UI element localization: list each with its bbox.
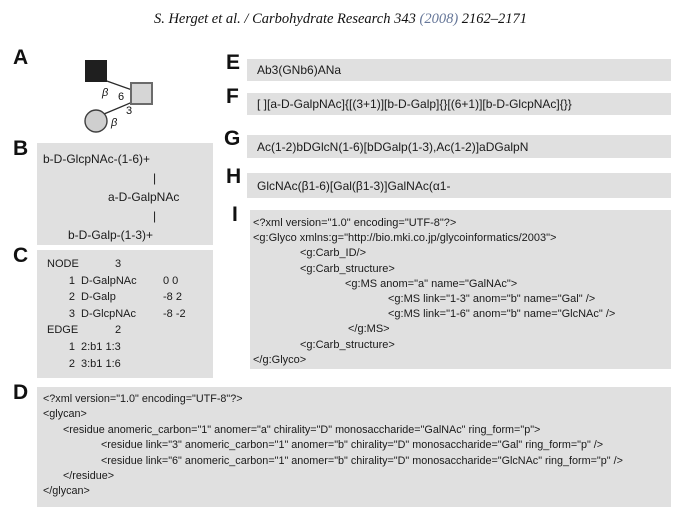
code-line: <g:MS anom="a" name="GalNAc"> [345, 277, 518, 290]
code-line: <g:Carb_structure> [300, 262, 395, 275]
edge-count: 2 [115, 324, 122, 337]
edge-index: 1 [68, 340, 75, 353]
node-count: 3 [115, 258, 122, 270]
panel-label-d: D [13, 381, 29, 404]
linucs-notation: [ ][a-D-GalpNAc]{[(3+1)][b-D-Galp]{}[(6+1)][b-D-GlcpNAc]{}} [257, 97, 572, 111]
panel-d-box [37, 387, 671, 507]
code-line: </g:MS> [348, 323, 390, 336]
edge-row [37, 356, 213, 373]
code-line: <g:Carb_ID/> [300, 247, 367, 260]
panel-e-box [247, 59, 671, 81]
edge-row [37, 339, 213, 356]
glycan-symbol-diagram [60, 52, 190, 140]
black-square-glcnac-icon [85, 60, 107, 82]
edge-value: 2:b1 1:3 [81, 340, 121, 353]
node-coord: -8 -2 [163, 307, 186, 320]
node-name: D-GlcpNAc [81, 307, 137, 320]
panel-h-box [247, 173, 671, 198]
running-head [0, 11, 681, 28]
text-line: | [153, 171, 157, 185]
gray-square-galnac-icon [131, 83, 152, 104]
node-coord: -8 2 [163, 291, 182, 304]
panel-f-box [247, 93, 671, 115]
citation-year: (2008) [419, 11, 459, 27]
node-header-row [37, 256, 213, 273]
edge-value: 3:b1 1:6 [81, 357, 121, 370]
code-line: </g:Glyco> [253, 353, 307, 366]
node-index: 2 [68, 291, 75, 304]
panel-label-e: E [226, 51, 241, 74]
code-line: <residue link="3" anomeric_carbon="1" anomer="b" chirality="D" monosaccharide="Gal" ring_form="p" /> [101, 439, 604, 452]
node-index: 3 [68, 307, 75, 320]
position-3: 3 [126, 105, 133, 117]
panel-b-box [37, 143, 213, 245]
panel-label-g: G [224, 127, 241, 150]
bcsdb-notation: Ac(1-2)bDGlcN(1-6)[bDGalp(1-3),Ac(1-2)]aDGalpN [257, 139, 529, 154]
panel-label-h: H [226, 165, 242, 188]
citation-text: S. Herget et al. / Carbohydrate Research 343 [153, 11, 420, 27]
node-row [37, 306, 213, 323]
code-line: <g:MS link="1-6" anom="b" name="GlcNAc" /> [388, 308, 616, 321]
panel-c-box [37, 250, 213, 378]
gray-circle-gal-icon [85, 110, 107, 132]
panel-label-c: C [13, 244, 29, 267]
panel-label-b: B [13, 137, 29, 160]
node-index: 1 [68, 274, 75, 287]
node-coord: 0 0 [163, 274, 179, 287]
code-line: <?xml version="1.0" encoding="UTF-8"?> [43, 393, 243, 405]
iupac-condensed-notation: GlcNAc(β1-6)[Gal(β1-3)]GalNAc(α1- [257, 178, 451, 193]
node-row [37, 273, 213, 290]
panel-i-box [250, 210, 671, 369]
edge-header-row [37, 322, 213, 339]
node-keyword: NODE [47, 258, 79, 270]
node-name: D-GalpNAc [81, 274, 137, 287]
anomer-beta-lower: β [111, 117, 118, 129]
code-line: <g:Carb_structure> [300, 338, 395, 351]
code-line: <g:MS link="1-3" anom="b" name="Gal" /> [388, 293, 596, 306]
panel-label-i: I [232, 203, 238, 226]
code-line: <?xml version="1.0" encoding="UTF-8"?> [253, 217, 457, 229]
position-6: 6 [118, 91, 125, 103]
linearcode-notation: Ab3(GNb6)ANa [257, 63, 342, 77]
panel-label-a: A [13, 46, 29, 69]
edge-index: 2 [68, 357, 75, 370]
panel-label-f: F [226, 85, 239, 108]
text-line: b-D-GlcpNAc-(1-6)+ [43, 152, 151, 166]
code-line: <residue anomeric_carbon="1" anomer="a" chirality="D" monosaccharide="GalNAc" ring_form="p"> [63, 423, 541, 436]
text-line: a-D-GalpNAc [108, 190, 180, 204]
code-line: </residue> [63, 470, 115, 483]
code-line: <residue link="6" anomeric_carbon="1" anomer="b" chirality="D" monosaccharide="GlcNAc" ring_form="p" /> [101, 454, 623, 467]
citation-pages: 2162–2171 [458, 11, 528, 27]
code-line: <g:Glyco xmlns:g="http://bio.mki.co.jp/glycoinformatics/2003"> [253, 232, 557, 245]
anomer-beta-upper: β [102, 87, 109, 99]
node-row [37, 289, 213, 306]
code-line: </glycan> [43, 485, 90, 498]
code-line: <glycan> [43, 408, 87, 421]
text-line: b-D-Galp-(1-3)+ [68, 228, 154, 242]
node-name: D-Galp [81, 291, 116, 304]
edge-keyword: EDGE [47, 324, 79, 337]
text-line: | [153, 209, 157, 223]
panel-g-box [247, 135, 671, 158]
